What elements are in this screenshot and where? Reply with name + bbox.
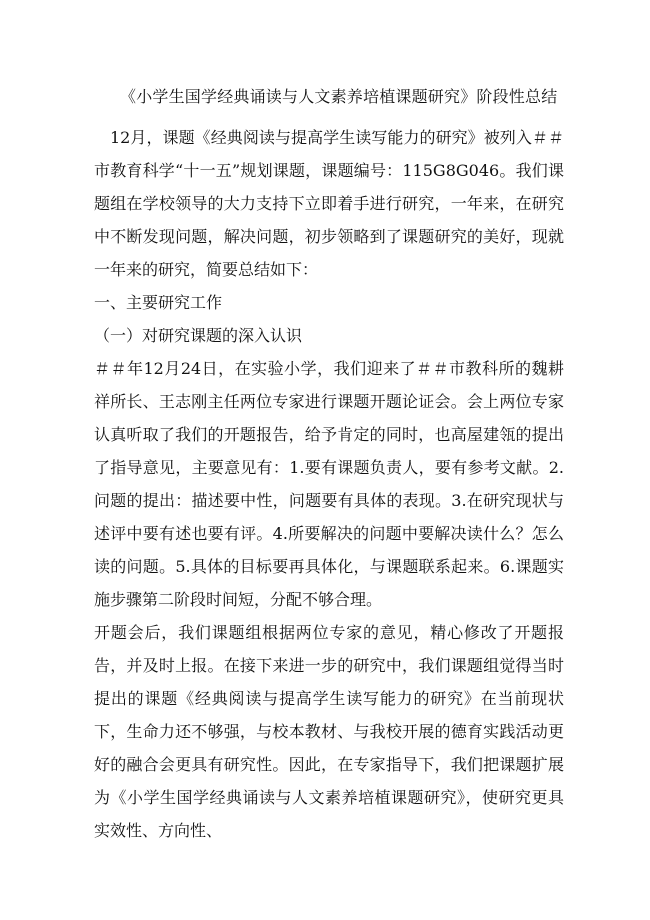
document-body	[94, 83, 564, 847]
paragraph-opening-meeting: ＃＃年12月24日，在实验小学，我们迎来了＃＃市教科所的魏耕祥所长、王志刚主任两位专家进行课题开题论证会。会上两位专家认真听取了我们的开题报告，给予肯定的同时，也高屋建瓴的提出了指导意见，主要意见有：1.要有课题负责人，要有参考文献。2.问题的提出：描述要中性，问题要有具体的表现。3.在研究现状与述评中要有述也要有评。4.所要解决的问题中要解决读什么？怎么读的问题。5.具体的目标要再具体化，与课题联系起来。6.课题实施步骤第二阶段时间短，分配不够合理。	[94, 359, 564, 609]
section-heading-main-work: 一、主要研究工作	[94, 293, 223, 312]
paragraph-after-meeting: 开题会后，我们课题组根据两位专家的意见，精心修改了开题报告，并及时上报。在接下来进一步的研究中，我们课题组觉得当时提出的课题《经典阅读与提高学生读写能力的研究》在当前现状下，生命力还不够强，与校本教材、与我校开展的德育实践活动更好的融合会更具有研究性。因此，在专家指导下，我们把课题扩展为《小学生国学经典诵读与人文素养培植课题研究》，使研究更具实效性、方向性、	[94, 623, 564, 840]
document-title: 《小学生国学经典诵读与人文素养培植课题研究》阶段性总结	[120, 87, 558, 106]
subsection-heading-understanding: （一）对研究课题的深入认识	[94, 326, 303, 345]
intro-paragraph: 12月，课题《经典阅读与提高学生读写能力的研究》被列入＃＃市教育科学“十一五”规划课题，课题编号：115G8G046。我们课题组在学校领导的大力支持下立即着手进行研究，一年来，在研究中不断发现问题，解决问题，初步领略到了课题研究的美好，现就一年来的研究，简要总结如下：	[94, 128, 564, 279]
